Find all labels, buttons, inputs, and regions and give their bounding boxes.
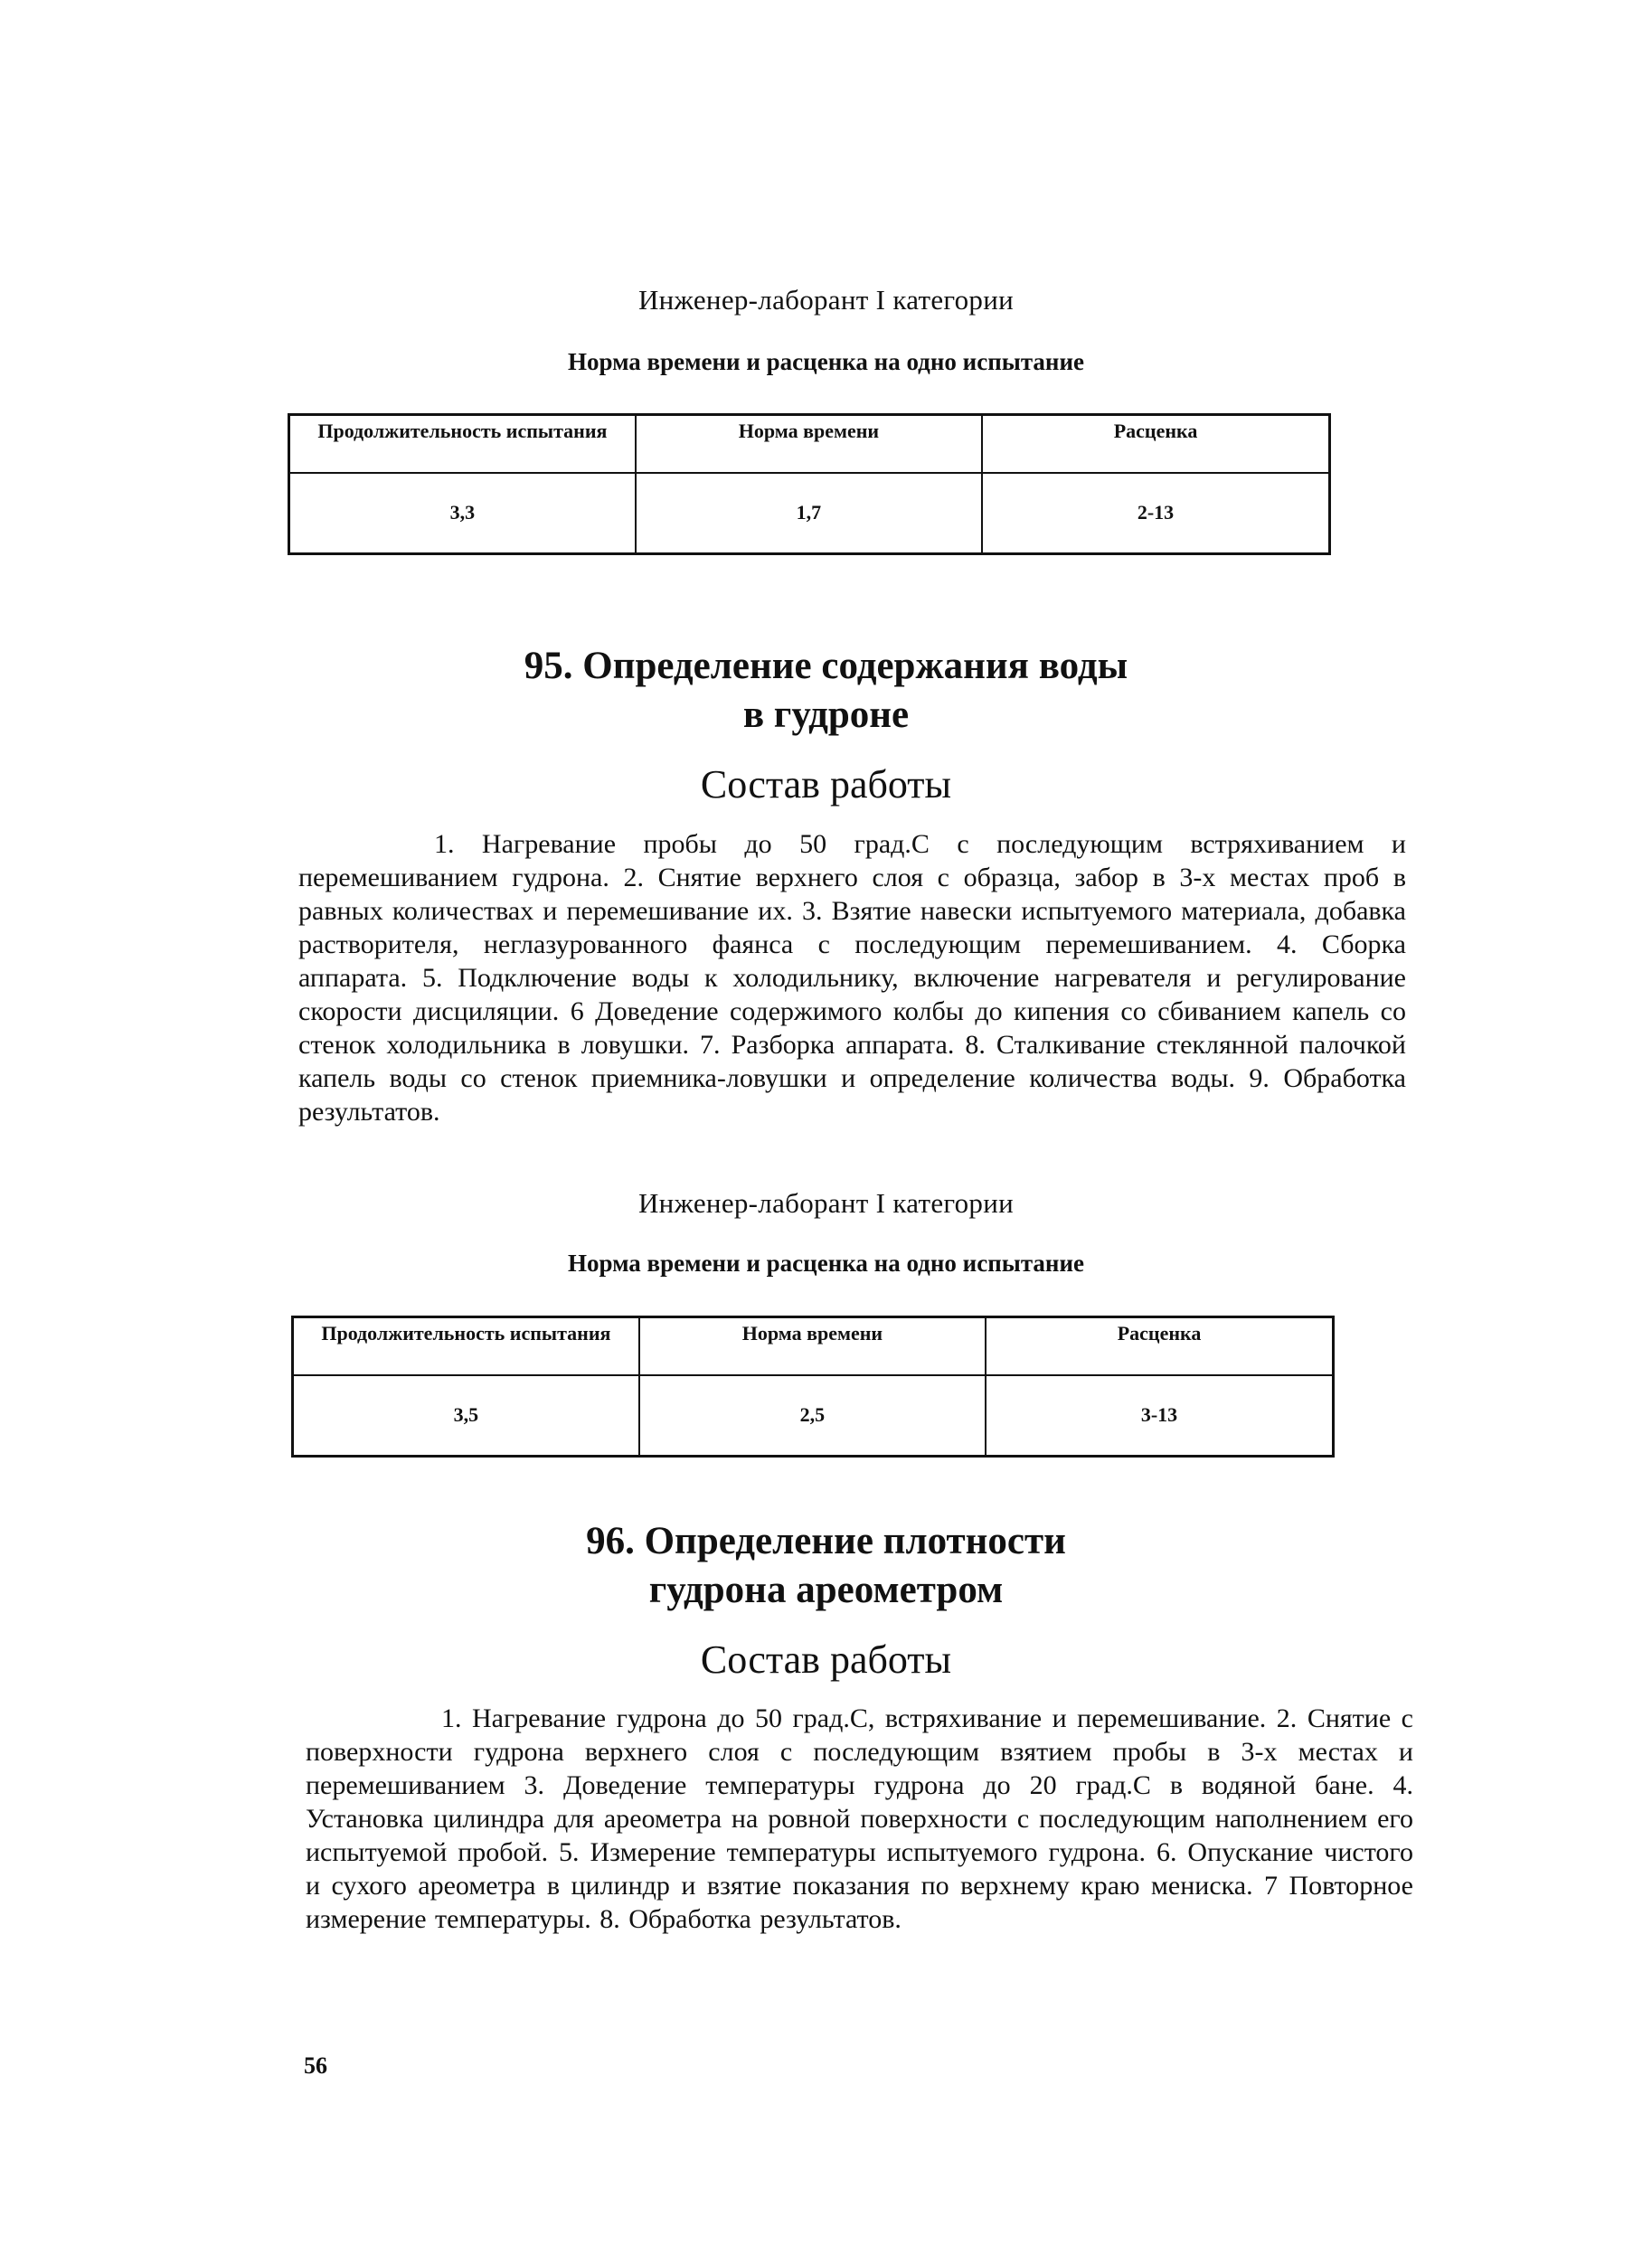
cell-duration: 3,5 <box>293 1375 639 1457</box>
header-time-norm: Норма времени <box>636 415 982 473</box>
section-96-title-line1: 96. Определение плотности <box>586 1520 1066 1562</box>
cell-time-norm: 2,5 <box>639 1375 986 1457</box>
section-95-title-line2: в гудроне <box>742 693 910 736</box>
table-header-row <box>293 1317 1334 1375</box>
role-line-1: Инженер-лаборант I категории <box>637 284 1015 316</box>
cell-time-norm: 1,7 <box>636 473 982 554</box>
header-time-norm: Норма времени <box>639 1317 986 1375</box>
section-95-subhead: Состав работы <box>700 762 952 807</box>
cell-rate: 2-13 <box>982 473 1329 554</box>
section-96-title-line2: гудрона ареометром <box>648 1569 1004 1611</box>
header-duration: Продолжительность испытания <box>289 415 636 473</box>
header-rate: Расценка <box>986 1317 1333 1375</box>
table-row <box>289 473 1330 554</box>
cell-duration: 3,3 <box>289 473 636 554</box>
page-number: 56 <box>304 2052 327 2079</box>
role-line-2: Инженер-лаборант I категории <box>637 1187 1015 1219</box>
table-header-row <box>289 415 1330 473</box>
header-duration: Продолжительность испытания <box>293 1317 639 1375</box>
section-95-title <box>0 642 1652 740</box>
table-row <box>293 1375 1334 1457</box>
cell-rate: 3-13 <box>986 1375 1333 1457</box>
header-rate: Расценка <box>982 415 1329 473</box>
section-96-text: 1. Нагревание гудрона до 50 град.С, встряхивание и перемешивание. 2. Снятие с поверхности гудрона верхнего слоя с последующим взятием пробы в 3-х местах и перемешиванием 3. Доведение температуры гудрона до 20 град.С в водяной бане. 4. Установка цилиндра для ареометра на ровной поверхности с последующим наполнением его испытуемой пробой. 5. Измерение температуры испытуемого гудрона. 6. Опускание чистого и сухого ареометра в цилиндр и взятие показания по верхнему краю мениска. 7 Повторное измерение температуры. 8. Обработка результатов. <box>306 1703 1413 1934</box>
section-95-title-line1: 95. Определение содержания воды <box>524 645 1128 687</box>
section-96-subhead: Состав работы <box>700 1637 952 1682</box>
norm-table-1 <box>288 413 1331 555</box>
norm-caption-1: Норма времени и расценка на одно испытание <box>567 348 1085 375</box>
norm-table-2 <box>291 1316 1335 1458</box>
section-95-text: 1. Нагревание пробы до 50 град.С с последующим встряхиванием и перемешиванием гудрона. 2. Снятие верхнего слоя с образца, забор в 3-х местах проб в равных количествах и перемешивание их. 3. Взятие навески испытуемого материала, добавка растворителя, неглазурованного фаянса с последующим перемешиванием. 4. Сборка аппарата. 5. Подключение воды к холодильнику, включение нагревателя и регулирование скорости дисциляции. 6 Доведение содержимого колбы до кипения со сбиванием капель со стенок холодильника в ловушки. 7. Разборка аппарата. 8. Сталкивание стеклянной палочкой капель воды со стенок приемника-ловушки и определение количества воды. 9. Обработка результатов. <box>298 829 1406 1127</box>
norm-caption-2: Норма времени и расценка на одно испытание <box>567 1250 1085 1277</box>
section-96-title <box>0 1517 1652 1615</box>
